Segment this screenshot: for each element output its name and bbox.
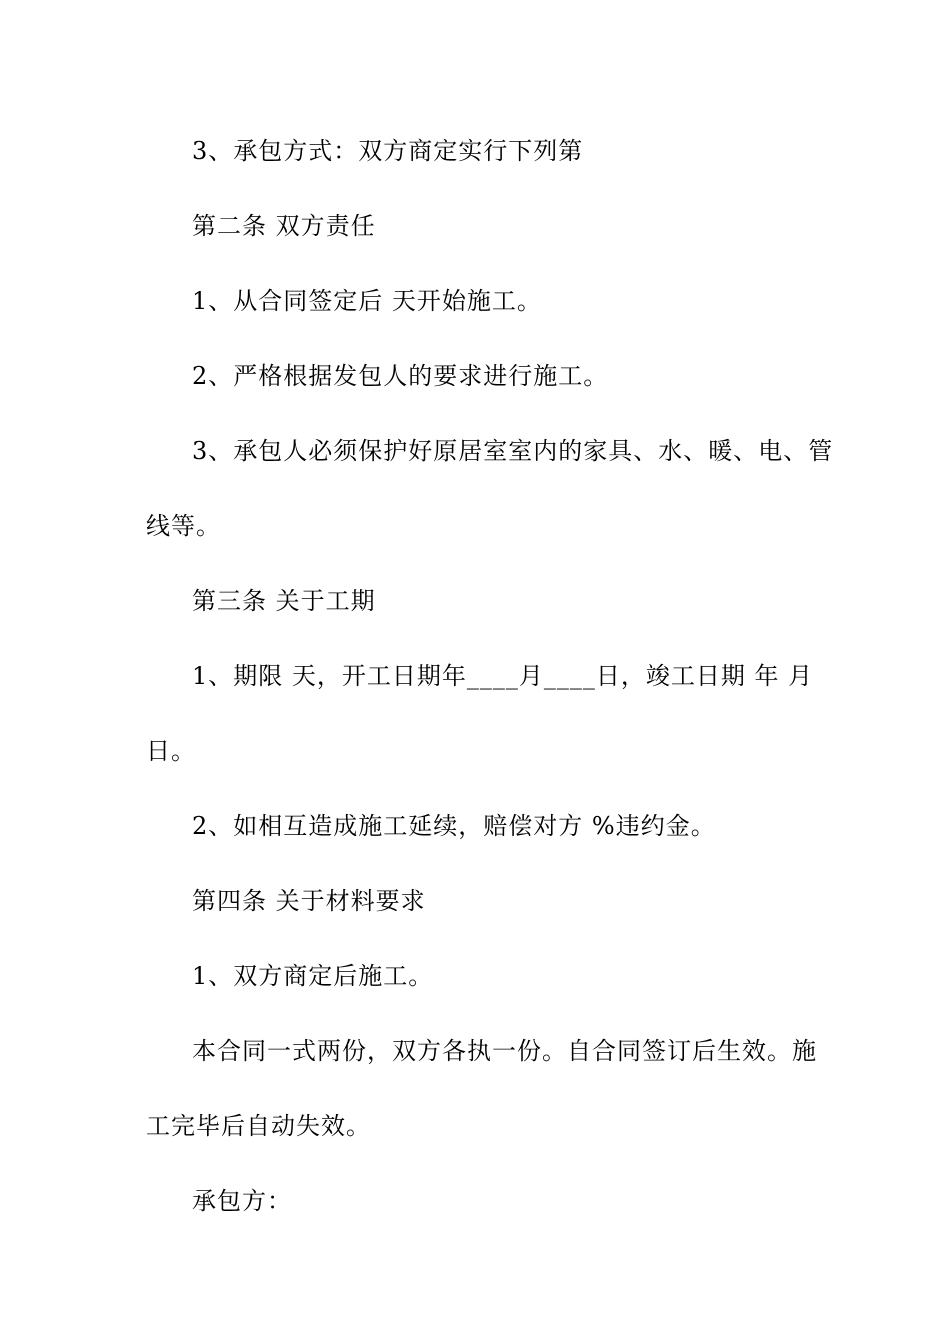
clause-3-2-penalty: 2、如相互造成施工延续，赔偿对方 %违约金。 <box>192 812 716 840</box>
clause-2-3-protection: 3、承包人必须保护好原居室室内的家具、水、暖、电、管 <box>192 437 834 465</box>
clause-1-3-contract-mode: 3、承包方式：双方商定实行下列第 <box>192 137 584 165</box>
article-4-heading: 第四条 关于材料要求 <box>192 887 426 915</box>
clause-2-1-start-date: 1、从合同签定后 天开始施工。 <box>192 287 542 315</box>
clause-4-1-materials: 1、双方商定后施工。 <box>192 962 434 990</box>
contractor-signature-label: 承包方： <box>192 1187 292 1215</box>
clause-3-1-schedule-cont: 日。 <box>146 737 196 765</box>
clause-2-2-requirements: 2、严格根据发包人的要求进行施工。 <box>192 362 609 390</box>
clause-2-3-protection-cont: 线等。 <box>146 512 221 540</box>
closing-paragraph-cont: 工完毕后自动失效。 <box>146 1112 371 1140</box>
closing-paragraph: 本合同一式两份，双方各执一份。自合同签订后生效。施 <box>192 1037 817 1065</box>
article-3-heading: 第三条 关于工期 <box>192 587 376 615</box>
article-2-heading: 第二条 双方责任 <box>192 212 376 240</box>
clause-3-1-schedule: 1、期限 天，开工日期年____月____日，竣工日期 年 月 <box>192 662 814 690</box>
